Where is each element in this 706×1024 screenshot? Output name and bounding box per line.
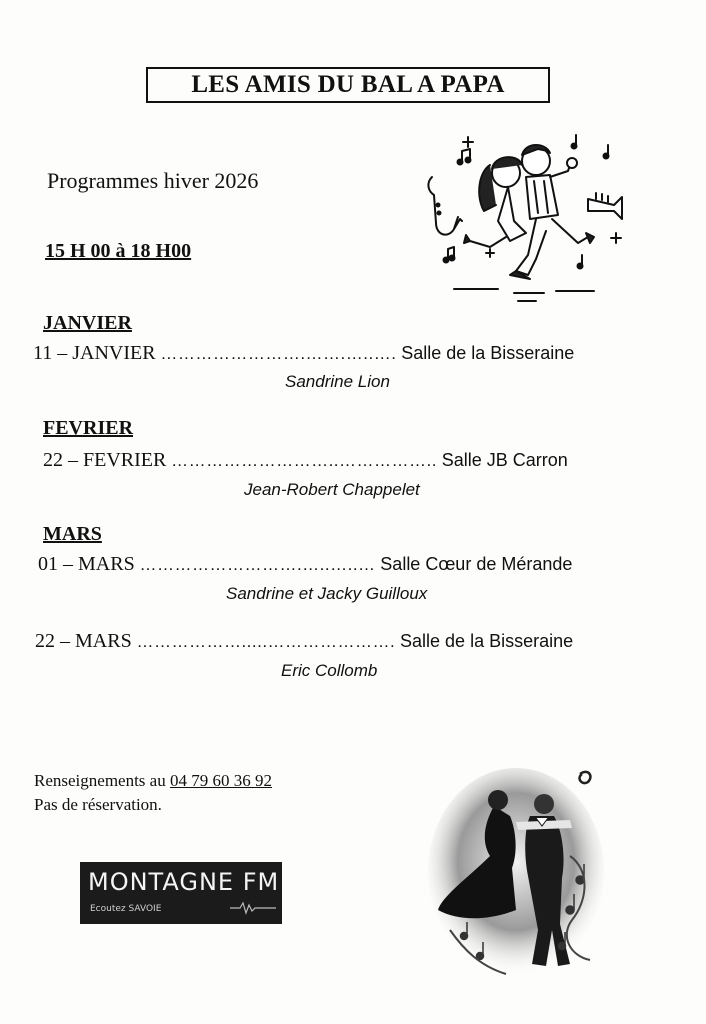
event-artist: Eric Collomb: [281, 661, 378, 680]
month-heading-fevrier: FEVRIER: [43, 417, 134, 439]
event-dots: ……………….....………………….: [136, 632, 396, 651]
event-date: 11 – JANVIER: [33, 342, 156, 364]
radio-name: MONTAGNE FM: [88, 868, 280, 896]
month-heading-janvier: JANVIER: [43, 312, 132, 334]
month-heading-mars: MARS: [43, 523, 102, 545]
event-line: [38, 553, 572, 576]
event-dots: ……………………….…..…..…: [139, 555, 376, 574]
event-date: 22 – MARS: [35, 630, 132, 652]
reservation-note: Pas de réservation.: [34, 795, 162, 814]
event-line: [43, 449, 568, 472]
event-venue: Salle Cœur de Mérande: [380, 554, 573, 574]
event-artist: Sandrine et Jacky Guilloux: [226, 584, 428, 603]
radio-tagline: Ecoutez SAVOIE: [90, 904, 162, 914]
info-line: [34, 771, 272, 791]
hours-heading: 15 H 00 à 18 H00: [45, 240, 192, 262]
event-date: 01 – MARS: [38, 553, 135, 575]
ballroom-dancers-icon: [420, 760, 604, 988]
event-dots: ………………………..……………..: [171, 451, 437, 470]
event-venue: Salle de la Bisseraine: [400, 631, 574, 651]
event-artist: Jean-Robert Chappelet: [244, 480, 420, 499]
event-line: [35, 630, 573, 653]
event-venue: Salle JB Carron: [441, 450, 568, 470]
event-artist: Sandrine Lion: [285, 372, 390, 391]
event-date: 22 – FEVRIER: [43, 449, 167, 471]
page-title: LES AMIS DU BAL A PAPA: [146, 67, 550, 103]
dancing-couple-with-instruments-icon: [418, 125, 640, 307]
event-venue: Salle de la Bisseraine: [401, 343, 575, 363]
event-line: [33, 342, 574, 365]
event-dots: …………………….…….…..….: [160, 344, 397, 363]
waveform-icon: [230, 900, 276, 916]
radio-logo: [80, 862, 282, 924]
info-label: Renseignements au: [34, 771, 166, 790]
program-subtitle: Programmes hiver 2026: [47, 168, 259, 193]
phone-number: 04 79 60 36 92: [169, 771, 272, 790]
